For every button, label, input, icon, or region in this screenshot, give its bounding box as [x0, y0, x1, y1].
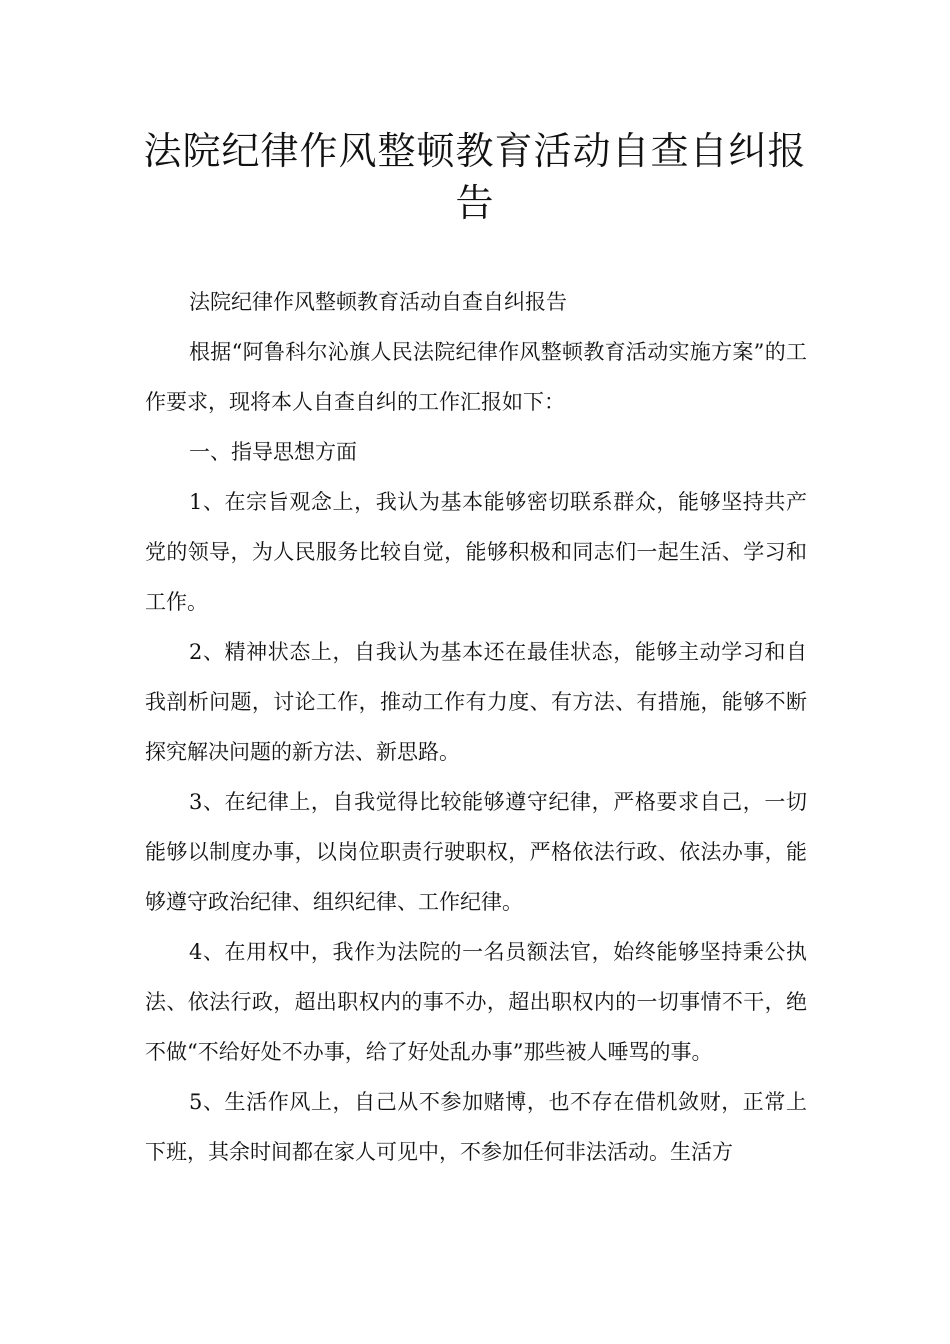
- paragraph-intro: 根据“阿鲁科尔沁旗人民法院纪律作风整顿教育活动实施方案”的工作要求，现将本人自查自纠的工作汇报如下：: [145, 340, 807, 414]
- document-title: 法院纪律作风整顿教育活动自查自纠报告: [143, 129, 807, 225]
- paragraph-item: 1、在宗旨观念上，我认为基本能够密切联系群众，能够坚持共产党的领导，为人民服务比较自觉，能够积极和同志们一起生活、学习和工作。: [145, 490, 807, 614]
- paragraph-item: 5、生活作风上，自己从不参加赌博，也不存在借机敛财，正常上下班，其余时间都在家人可见中，不参加任何非法活动。生活方: [145, 1090, 807, 1164]
- paragraph-item: 2、精神状态上，自我认为基本还在最佳状态，能够主动学习和自我剖析问题，讨论工作，推动工作有力度、有方法、有措施，能够不断探究解决问题的新方法、新思路。: [145, 640, 807, 764]
- section-heading: 一、指导思想方面: [189, 440, 357, 464]
- paragraph-item: 3、在纪律上，自我觉得比较能够遵守纪律，严格要求自己，一切能够以制度办事，以岗位职责行驶职权，严格依法行政、依法办事，能够遵守政治纪律、组织纪律、工作纪律。: [145, 790, 807, 914]
- paragraph-subtitle: 法院纪律作风整顿教育活动自查自纠报告: [189, 290, 567, 314]
- document-body: [145, 277, 807, 1177]
- paragraph-item: 4、在用权中，我作为法院的一名员额法官，始终能够坚持秉公执法、依法行政，超出职权内的事不办，超出职权内的一切事情不干，绝不做“不给好处不办事，给了好处乱办事”那些被人唾骂的事。: [145, 940, 807, 1064]
